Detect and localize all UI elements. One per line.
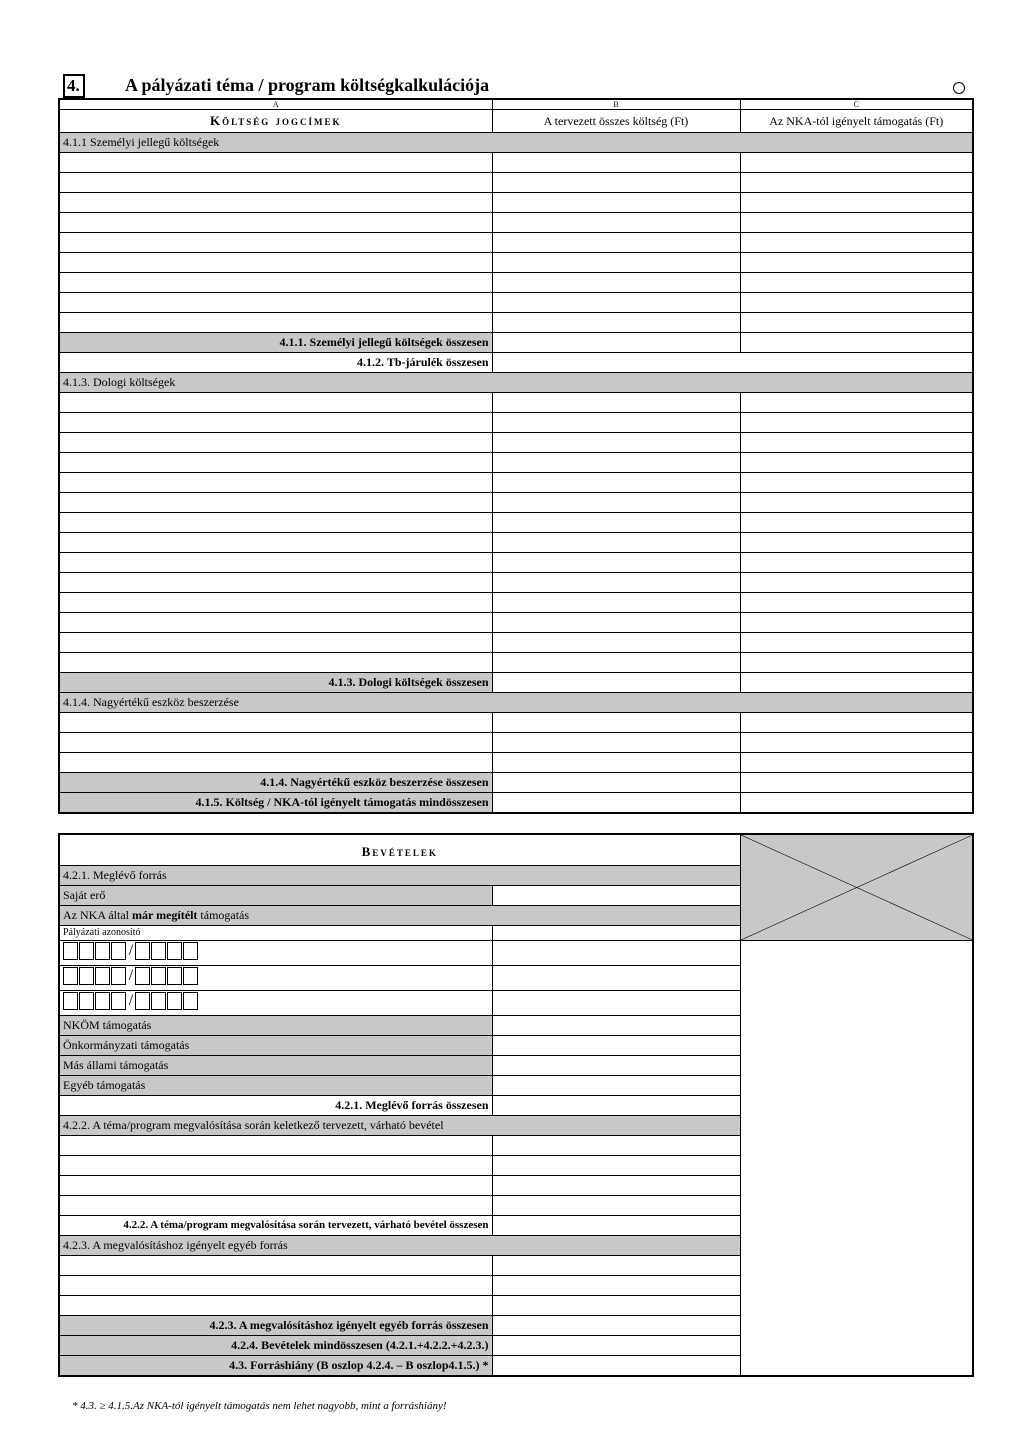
column-letter-a: A (59, 99, 492, 110)
expected-row-cell[interactable] (59, 1136, 492, 1156)
digit-box[interactable] (95, 967, 110, 985)
grand-total-label: 4.1.5. Költség / NKA-tól igényelt támogatás mindösszesen (59, 793, 492, 814)
personnel-row-cell[interactable] (492, 193, 740, 213)
personnel-row-cell[interactable] (59, 173, 492, 193)
material-row (59, 413, 973, 433)
expected-rows (59, 1136, 973, 1216)
material-row-cell[interactable] (59, 613, 492, 633)
asset-row (59, 713, 973, 733)
digit-box[interactable] (111, 967, 126, 985)
personnel-row-cell[interactable] (740, 253, 973, 273)
personnel-row (59, 173, 973, 193)
expected-row (59, 1196, 973, 1216)
material-row-cell[interactable] (740, 573, 973, 593)
section-heading (63, 72, 971, 98)
app-id-row (59, 941, 973, 966)
nkom-value[interactable] (492, 1016, 740, 1036)
asset-row-cell[interactable] (740, 713, 973, 733)
material-row (59, 513, 973, 533)
digit-box[interactable] (95, 992, 110, 1010)
material-total-c[interactable] (740, 673, 973, 693)
other-label: Egyéb támogatás (59, 1076, 492, 1096)
personnel-row-cell[interactable] (740, 273, 973, 293)
asset-row-cell[interactable] (492, 753, 740, 773)
expected-row (59, 1136, 973, 1156)
material-row-cell[interactable] (492, 573, 740, 593)
income-total-label: 4.2.4. Bevételek mindösszesen (4.2.1.+4.2.2.+4.2.3.) (59, 1336, 492, 1356)
material-row (59, 613, 973, 633)
requested-row-cell[interactable] (492, 1296, 740, 1316)
material-row (59, 553, 973, 573)
material-row-cell[interactable] (59, 633, 492, 653)
personnel-row-cell[interactable] (59, 273, 492, 293)
app-id-boxes[interactable] (59, 941, 492, 966)
material-row-cell[interactable] (59, 593, 492, 613)
material-row-cell[interactable] (492, 593, 740, 613)
material-row-cell[interactable] (740, 433, 973, 453)
state-label: Más állami támogatás (59, 1056, 492, 1076)
own-label: Saját erő (59, 886, 492, 906)
material-row-cell[interactable] (740, 473, 973, 493)
personnel-row (59, 153, 973, 173)
material-row-cell[interactable] (492, 553, 740, 573)
app-id-amount[interactable] (492, 941, 740, 966)
cross-lines (741, 835, 973, 940)
requested-row-cell[interactable] (492, 1276, 740, 1296)
personnel-row-cell[interactable] (492, 233, 740, 253)
material-row-cell[interactable] (740, 393, 973, 413)
personnel-row-cell[interactable] (59, 313, 492, 333)
material-row-cell[interactable] (492, 633, 740, 653)
personnel-row-cell[interactable] (492, 153, 740, 173)
digit-box[interactable] (167, 967, 182, 985)
expected-row-cell[interactable] (492, 1196, 740, 1216)
grand-total-b[interactable] (492, 793, 740, 814)
section-title: A pályázati téma / program költségkalkulációja (125, 75, 490, 95)
app-id-label: Pályázati azonosító (59, 926, 492, 941)
asset-row (59, 733, 973, 753)
material-header: 4.1.3. Dologi költségek (59, 373, 973, 393)
digit-box[interactable] (135, 967, 150, 985)
material-row-cell[interactable] (740, 513, 973, 533)
requested-total-value[interactable] (492, 1316, 740, 1336)
material-row-cell[interactable] (740, 453, 973, 473)
local-value[interactable] (492, 1036, 740, 1056)
personnel-row-cell[interactable] (59, 193, 492, 213)
material-row-cell[interactable] (492, 533, 740, 553)
crossed-out-cell (740, 834, 973, 941)
personnel-row (59, 213, 973, 233)
separator-slash: / (128, 991, 134, 1009)
circle-icon (953, 82, 965, 94)
expected-row-cell[interactable] (492, 1136, 740, 1156)
expected-row (59, 1156, 973, 1176)
requested-row (59, 1256, 973, 1276)
asset-row-cell[interactable] (59, 713, 492, 733)
digit-box[interactable] (111, 942, 126, 960)
personnel-total-label: 4.1.1. Személyi jellegű költségek összesen (59, 333, 492, 353)
material-row-cell[interactable] (740, 633, 973, 653)
income-table (58, 833, 974, 1377)
personnel-row-cell[interactable] (492, 313, 740, 333)
material-row (59, 573, 973, 593)
grand-total-c[interactable] (740, 793, 973, 814)
material-row-cell[interactable] (59, 653, 492, 673)
column-header-a: Költség jogcímek (59, 110, 492, 133)
cost-table (58, 98, 974, 814)
digit-box[interactable] (183, 992, 198, 1010)
material-row-cell[interactable] (740, 533, 973, 553)
column-header-b: A tervezett összes költség (Ft) (492, 110, 740, 133)
material-row-cell[interactable] (59, 573, 492, 593)
material-row (59, 533, 973, 553)
material-row-cell[interactable] (59, 433, 492, 453)
personnel-row (59, 193, 973, 213)
material-row-cell[interactable] (740, 553, 973, 573)
local-label: Önkormányzati támogatás (59, 1036, 492, 1056)
tb-total-value[interactable] (492, 353, 973, 373)
personnel-rows (59, 153, 973, 333)
material-row-cell[interactable] (492, 513, 740, 533)
expected-row-cell[interactable] (59, 1176, 492, 1196)
requested-row-cell[interactable] (59, 1276, 492, 1296)
column-header-c: Az NKA-tól igényelt támogatás (Ft) (740, 110, 973, 133)
personnel-total-c[interactable] (740, 333, 973, 353)
personnel-row (59, 293, 973, 313)
digit-box[interactable] (151, 942, 166, 960)
asset-row (59, 753, 973, 773)
material-row-cell[interactable] (492, 493, 740, 513)
personnel-row-cell[interactable] (740, 313, 973, 333)
personnel-row-cell[interactable] (740, 293, 973, 313)
requested-row-cell[interactable] (59, 1256, 492, 1276)
expected-total-label: 4.2.2. A téma/program megvalósítása során tervezett, várható bevétel összesen (59, 1216, 492, 1236)
digit-box[interactable] (63, 992, 78, 1010)
material-row-cell[interactable] (492, 473, 740, 493)
material-row-cell[interactable] (492, 653, 740, 673)
app-id-boxes[interactable] (59, 991, 492, 1016)
expected-row-cell[interactable] (59, 1196, 492, 1216)
app-id-row (59, 991, 973, 1016)
expected-row (59, 1176, 973, 1196)
app-id-value[interactable] (492, 926, 740, 941)
material-row-cell[interactable] (740, 593, 973, 613)
app-id-boxes[interactable] (59, 966, 492, 991)
material-row-cell[interactable] (740, 653, 973, 673)
material-row-cell[interactable] (492, 453, 740, 473)
asset-total-b[interactable] (492, 773, 740, 793)
material-row-cell[interactable] (59, 453, 492, 473)
digit-box[interactable] (95, 942, 110, 960)
personnel-row (59, 233, 973, 253)
material-row-cell[interactable] (740, 613, 973, 633)
asset-row-cell[interactable] (492, 733, 740, 753)
app-id-rows (59, 941, 973, 1016)
asset-row-cell[interactable] (740, 733, 973, 753)
requested-row (59, 1276, 973, 1296)
material-row-cell[interactable] (492, 413, 740, 433)
digit-box[interactable] (135, 992, 150, 1010)
material-row-cell[interactable] (59, 553, 492, 573)
personnel-row-cell[interactable] (492, 293, 740, 313)
material-row-cell[interactable] (740, 413, 973, 433)
digit-box[interactable] (151, 992, 166, 1010)
personnel-row-cell[interactable] (492, 213, 740, 233)
personnel-header: 4.1.1 Személyi jellegű költségek (59, 133, 973, 153)
column-letter-c: C (740, 99, 973, 110)
requested-header: 4.2.3. A megvalósításhoz igényelt egyéb forrás (59, 1236, 740, 1256)
digit-box[interactable] (79, 992, 94, 1010)
material-row-cell[interactable] (59, 393, 492, 413)
digit-box[interactable] (111, 992, 126, 1010)
asset-header: 4.1.4. Nagyértékű eszköz beszerzése (59, 693, 973, 713)
personnel-row-cell[interactable] (59, 293, 492, 313)
digit-box[interactable] (183, 942, 198, 960)
requested-total-label: 4.2.3. A megvalósításhoz igényelt egyéb forrás összesen (59, 1316, 492, 1336)
personnel-row (59, 253, 973, 273)
personnel-row-cell[interactable] (492, 173, 740, 193)
deficit-value[interactable] (492, 1356, 740, 1377)
digit-box[interactable] (151, 967, 166, 985)
income-title: Bevételek (59, 834, 740, 866)
app-id-row (59, 966, 973, 991)
personnel-row-cell[interactable] (59, 233, 492, 253)
personnel-row-cell[interactable] (492, 273, 740, 293)
state-value[interactable] (492, 1056, 740, 1076)
own-value[interactable] (492, 886, 740, 906)
nka-granted-label: Az NKA által már megítélt támogatás (59, 906, 740, 926)
requested-rows (59, 1256, 973, 1316)
asset-row-cell[interactable] (492, 713, 740, 733)
section-number: 4. (63, 74, 85, 98)
personnel-row (59, 273, 973, 293)
material-row (59, 433, 973, 453)
material-row (59, 493, 973, 513)
material-row-cell[interactable] (492, 433, 740, 453)
asset-row-cell[interactable] (740, 753, 973, 773)
deficit-label: 4.3. Forráshiány (B oszlop 4.2.4. – B oszlop4.1.5.) * (59, 1356, 492, 1377)
personnel-row-cell[interactable] (59, 213, 492, 233)
material-row (59, 593, 973, 613)
expected-row-cell[interactable] (492, 1156, 740, 1176)
digit-box[interactable] (63, 942, 78, 960)
expected-total-value[interactable] (492, 1216, 740, 1236)
personnel-row-cell[interactable] (740, 213, 973, 233)
column-letter-b: B (492, 99, 740, 110)
existing-header: 4.2.1. Meglévő forrás (59, 866, 740, 886)
digit-box[interactable] (79, 942, 94, 960)
material-row (59, 633, 973, 653)
material-row-cell[interactable] (740, 493, 973, 513)
personnel-row-cell[interactable] (492, 253, 740, 273)
material-row-cell[interactable] (59, 513, 492, 533)
personnel-total-b[interactable] (492, 333, 740, 353)
separator-slash: / (128, 966, 134, 984)
personnel-row-cell[interactable] (740, 153, 973, 173)
expected-row-cell[interactable] (492, 1176, 740, 1196)
material-row (59, 653, 973, 673)
digit-box[interactable] (167, 992, 182, 1010)
expected-header: 4.2.2. A téma/program megvalósítása során keletkező tervezett, várható bevétel (59, 1116, 740, 1136)
asset-total-c[interactable] (740, 773, 973, 793)
asset-total-label: 4.1.4. Nagyértékű eszköz beszerzése összesen (59, 773, 492, 793)
material-row (59, 393, 973, 413)
asset-row-cell[interactable] (59, 753, 492, 773)
digit-box[interactable] (63, 967, 78, 985)
existing-total-value[interactable] (492, 1096, 740, 1116)
requested-row-cell[interactable] (492, 1256, 740, 1276)
material-row-cell[interactable] (59, 493, 492, 513)
personnel-row-cell[interactable] (59, 253, 492, 273)
digit-box[interactable] (167, 942, 182, 960)
material-total-label: 4.1.3. Dologi költségek összesen (59, 673, 492, 693)
requested-row (59, 1296, 973, 1316)
personnel-row (59, 313, 973, 333)
separator-slash: / (128, 941, 134, 959)
tb-total-label: 4.1.2. Tb-járulék összesen (59, 353, 492, 373)
expected-row-cell[interactable] (59, 1156, 492, 1176)
requested-row-cell[interactable] (59, 1296, 492, 1316)
footnote: * 4.3. ≥ 4.1.5.Az NKA-tól igényelt támogatás nem lehet nagyobb, mint a forráshiány! (72, 1400, 447, 1412)
income-total-value[interactable] (492, 1336, 740, 1356)
app-id-amount[interactable] (492, 991, 740, 1016)
material-row (59, 473, 973, 493)
material-row-cell[interactable] (492, 613, 740, 633)
asset-rows (59, 713, 973, 773)
app-id-amount[interactable] (492, 966, 740, 991)
material-row-cell[interactable] (59, 473, 492, 493)
material-row-cell[interactable] (492, 393, 740, 413)
personnel-row-cell[interactable] (740, 173, 973, 193)
personnel-row-cell[interactable] (740, 193, 973, 213)
material-row (59, 453, 973, 473)
material-row-cell[interactable] (59, 413, 492, 433)
personnel-row-cell[interactable] (59, 153, 492, 173)
digit-box[interactable] (135, 942, 150, 960)
material-total-b[interactable] (492, 673, 740, 693)
existing-total-label: 4.2.1. Meglévő forrás összesen (59, 1096, 492, 1116)
nkom-label: NKÖM támogatás (59, 1016, 492, 1036)
asset-row-cell[interactable] (59, 733, 492, 753)
other-value[interactable] (492, 1076, 740, 1096)
personnel-row-cell[interactable] (740, 233, 973, 253)
material-rows (59, 393, 973, 673)
digit-box[interactable] (183, 967, 198, 985)
digit-box[interactable] (79, 967, 94, 985)
material-row-cell[interactable] (59, 533, 492, 553)
